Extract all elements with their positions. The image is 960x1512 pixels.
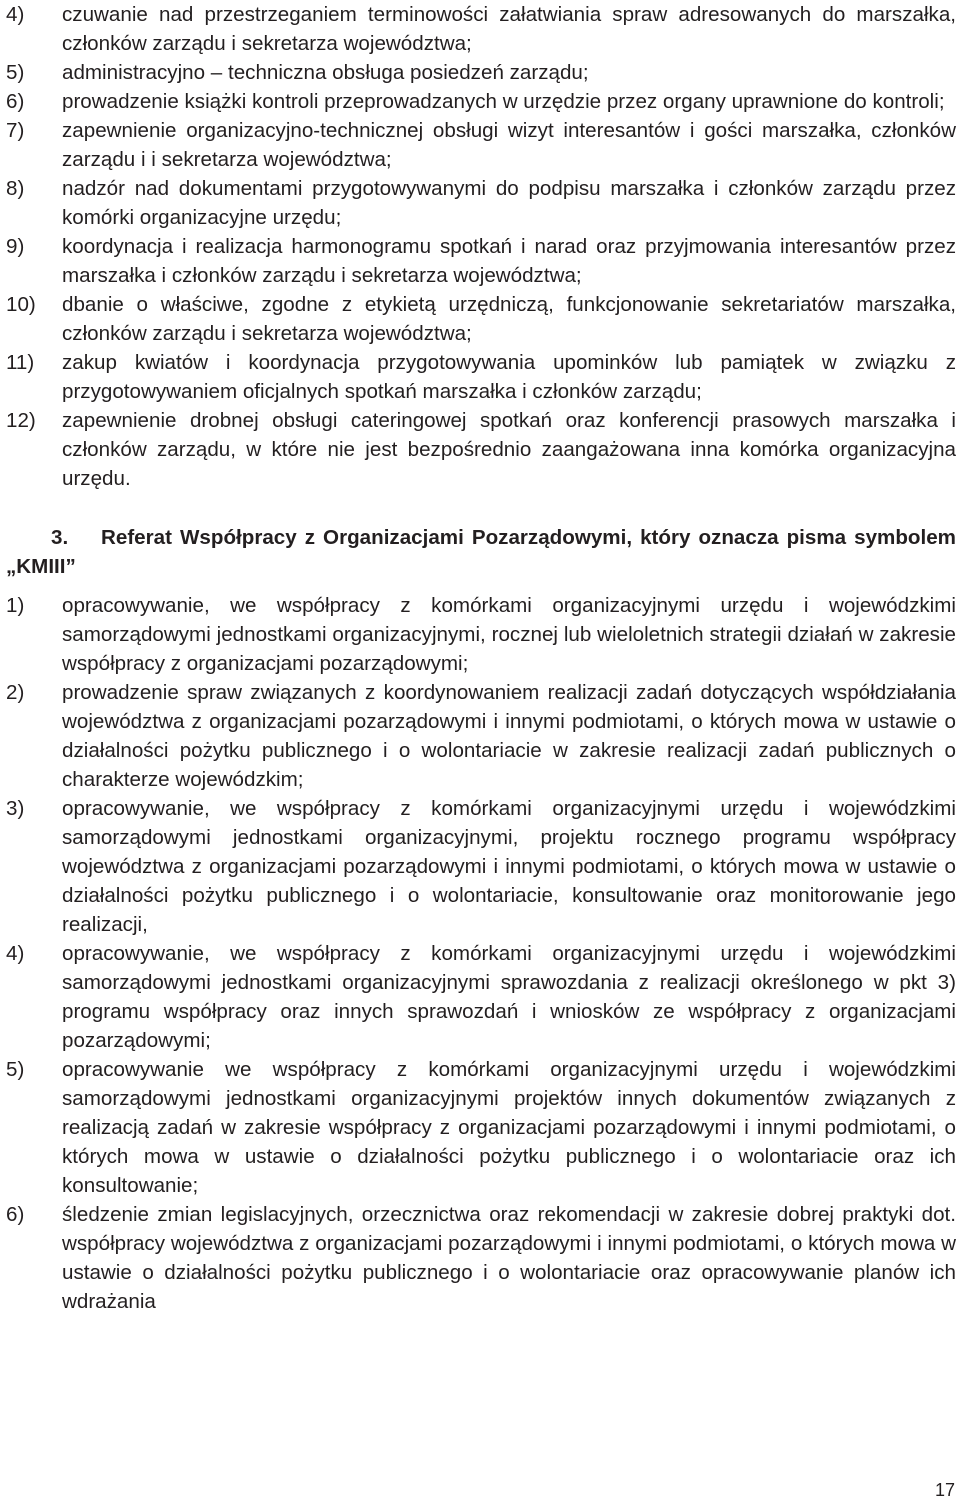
list-item — [6, 58, 956, 87]
list-item-text: opracowywanie, we współpracy z komórkami organizacyjnymi urzędu i wojewódzkimi samorządowymi jednostkami organizacyjnymi, projektu rocznego programu współpracy województwa z organizacjami pozarządowymi i innymi podmiotami, o których mowa w ustawie o działalności pożytku publicznego i o wolontariacie, konsultowanie oraz monitorowanie jego realizacji, — [62, 797, 956, 936]
list-item — [6, 406, 956, 493]
list-item — [6, 87, 956, 116]
list-item-number: 6) — [6, 1203, 25, 1226]
list-item-text: opracowywanie, we współpracy z komórkami organizacyjnymi urzędu i wojewódzkimi samorządowymi jednostkami organizacyjnymi sprawozdania z realizacji określonego w pkt 3) programu współpracy oraz innych sprawozdań i wniosków ze współpracy z organizacjami pozarządowymi; — [62, 942, 956, 1052]
list-item-text: opracowywanie we współpracy z komórkami organizacyjnymi urzędu i wojewódzkimi samorządowymi jednostkami organizacyjnymi projektów innych dokumentów związanych z realizacją zadań w zakresie współpracy z organizacjami pozarządowymi i innymi podmiotami, o których mowa w ustawie o działalności pożytku publicznego i o wolontariacie oraz ich konsultowanie; — [62, 1058, 956, 1197]
list-item-number: 7) — [6, 119, 25, 142]
list-item-text: dbanie o właściwe, zgodne z etykietą urzędniczą, funkcjonowanie sekretariatów marszałka, członków zarządu i sekretarza województwa; — [62, 293, 956, 345]
list-item — [6, 1200, 956, 1316]
list-item — [6, 1055, 956, 1200]
list-item — [6, 939, 956, 1055]
document-page — [6, 0, 956, 1316]
list-item-number: 5) — [6, 61, 25, 84]
list-item-number: 12) — [6, 409, 36, 432]
list-item-text: prowadzenie spraw związanych z koordynowaniem realizacji zadań dotyczących współdziałania województwa z organizacjami pozarządowymi i innymi podmiotami, o których mowa w ustawie o działalności pożytku publicznego i o wolontariacie w zakresie realizacji zadań publicznych o charakterze wojewódzkim; — [62, 681, 956, 791]
list-item-text: administracyjno – techniczna obsługa posiedzeń zarządu; — [62, 61, 589, 84]
section-title: Referat Współpracy z Organizacjami Pozarządowymi, który oznacza pisma symbolem „KMIII” — [6, 526, 956, 578]
list-item — [6, 0, 956, 58]
list-item — [6, 794, 956, 939]
list-item-number: 6) — [6, 90, 25, 113]
list-item-number: 4) — [6, 942, 25, 965]
list-item-text: prowadzenie książki kontroli przeprowadzanych w urzędzie przez organy uprawnione do kontroli; — [62, 90, 945, 113]
list-item-number: 3) — [6, 797, 25, 820]
list-item — [6, 591, 956, 678]
list-item-text: nadzór nad dokumentami przygotowywanymi do podpisu marszałka i członków zarządu przez komórki organizacyjne urzędu; — [62, 177, 956, 229]
list-item — [6, 348, 956, 406]
list-item — [6, 232, 956, 290]
list-item-text: koordynacja i realizacja harmonogramu spotkań i narad oraz przyjmowania interesantów przez marszałka i członków zarządu i sekretarza województwa; — [62, 235, 956, 287]
page-number: 17 — [934, 1480, 955, 1500]
list-item-text: czuwanie nad przestrzeganiem terminowości załatwiania spraw adresowanych do marszałka, członków zarządu i sekretarza województwa; — [62, 3, 956, 55]
list-item-number: 1) — [6, 594, 25, 617]
list-item-number: 5) — [6, 1058, 25, 1081]
list-item — [6, 174, 956, 232]
list-item-number: 2) — [6, 681, 25, 704]
section-heading — [6, 523, 956, 581]
list-item-number: 4) — [6, 3, 25, 26]
list-item-number: 10) — [6, 293, 36, 316]
task-list-section-3 — [6, 591, 956, 1316]
list-item — [6, 678, 956, 794]
section-number: 3. — [51, 526, 69, 549]
list-item-text: śledzenie zmian legislacyjnych, orzecznictwa oraz rekomendacji w zakresie dobrej praktyki dot. współpracy województwa z organizacjami pozarządowymi i innymi podmiotami, o których mowa w ustawie o działalności pożytku publicznego i o wolontariacie oraz opracowywanie planów ich wdrażania — [62, 1203, 956, 1313]
list-item — [6, 290, 956, 348]
list-item-text: zakup kwiatów i koordynacja przygotowywania upominków lub pamiątek w związku z przygotowywaniem oficjalnych spotkań marszałka i członków zarządu; — [62, 351, 956, 403]
list-item-text: zapewnienie organizacyjno-technicznej obsługi wizyt interesantów i gości marszałka, członków zarządu i i sekretarza województwa; — [62, 119, 956, 171]
list-item-text: opracowywanie, we współpracy z komórkami organizacyjnymi urzędu i wojewódzkimi samorządowymi jednostkami organizacyjnymi, rocznej lub wieloletnich strategii działań w zakresie współpracy z organizacjami pozarządowymi; — [62, 594, 956, 675]
task-list-continued — [6, 0, 956, 493]
list-item-number: 11) — [6, 351, 35, 374]
list-item-number: 8) — [6, 177, 25, 200]
list-item — [6, 116, 956, 174]
list-item-text: zapewnienie drobnej obsługi cateringowej spotkań oraz konferencji prasowych marszałka i członków zarządu, w które nie jest bezpośrednio zaangażowana inna komórka organizacyjna urzędu. — [62, 409, 956, 490]
list-item-number: 9) — [6, 235, 25, 258]
